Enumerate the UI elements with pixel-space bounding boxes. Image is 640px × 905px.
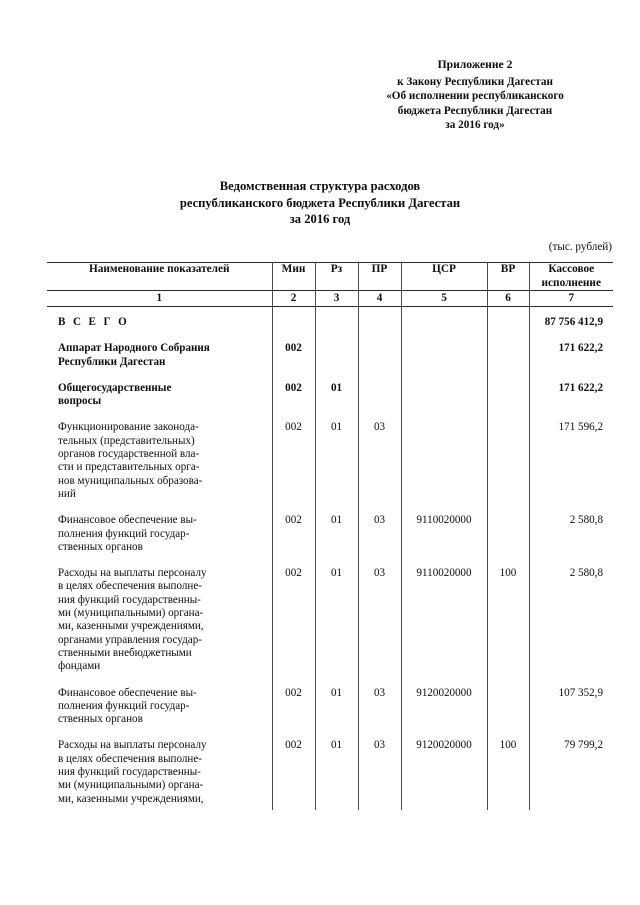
appendix-reference-block xyxy=(330,58,620,132)
cell-cash-execution: 2 580,8 xyxy=(529,505,613,558)
column-header-cash-line-1: Кассовое xyxy=(548,263,595,275)
table-row xyxy=(47,333,613,373)
indicator-name-line: ния функций государственны- xyxy=(58,593,201,606)
cell-indicator-name xyxy=(47,678,272,731)
cell-cash-execution: 87 756 412,9 xyxy=(529,307,613,334)
cell-pr xyxy=(358,333,401,373)
page-title xyxy=(60,178,580,228)
cell-pr: 03 xyxy=(358,558,401,677)
cell-pr xyxy=(358,307,401,334)
indicator-name-line: в целях обеспечения выполне- xyxy=(58,752,202,765)
indicator-name-line: органов государственной вла- xyxy=(58,448,200,461)
column-number-row xyxy=(47,291,613,307)
cell-rz xyxy=(315,333,358,373)
page-title-line-3: за 2016 год xyxy=(289,212,351,226)
column-header-pr: ПР xyxy=(358,263,401,291)
indicator-name-line: Аппарат Народного Собрания xyxy=(58,342,210,355)
cell-vr xyxy=(487,505,529,558)
cell-csr: 9120020000 xyxy=(401,730,487,809)
cell-min: 002 xyxy=(272,558,315,677)
cell-pr: 03 xyxy=(358,730,401,809)
table-row xyxy=(47,505,613,558)
column-header-name: Наименование показателей xyxy=(47,263,272,291)
cell-pr: 03 xyxy=(358,678,401,731)
cell-rz: 01 xyxy=(315,505,358,558)
column-number-3: 3 xyxy=(315,291,358,307)
cell-min xyxy=(272,307,315,334)
cell-rz: 01 xyxy=(315,678,358,731)
cell-min: 002 xyxy=(272,730,315,809)
table-row xyxy=(47,558,613,677)
cell-indicator-name xyxy=(47,505,272,558)
cell-rz: 01 xyxy=(315,412,358,505)
indicator-name-line: вопросы xyxy=(58,395,102,408)
cell-rz: 01 xyxy=(315,373,358,413)
cell-min: 002 xyxy=(272,412,315,505)
indicator-name-line: ми (муниципальными) органа- xyxy=(58,607,204,620)
appendix-law-line-2: «Об исполнении республиканского xyxy=(386,90,564,103)
indicator-name-line: в целях обеспечения выполне- xyxy=(58,580,202,593)
cell-pr: 03 xyxy=(358,412,401,505)
indicator-name-line: Финансовое обеспечение вы- xyxy=(58,686,197,699)
cell-csr: 9110020000 xyxy=(401,558,487,677)
indicator-name-line: Расходы на выплаты персоналу xyxy=(58,739,207,752)
table-row xyxy=(47,730,613,809)
indicator-name-line: В С Е Г О xyxy=(58,316,130,328)
cell-cash-execution: 171 622,2 xyxy=(529,333,613,373)
column-header-cash-line-2: исполнение xyxy=(541,276,601,289)
page-title-line-2: республиканского бюджета Республики Дагестан xyxy=(179,195,461,210)
table-body xyxy=(47,307,613,810)
cell-min: 002 xyxy=(272,373,315,413)
cell-indicator-name xyxy=(47,730,272,809)
indicator-name-line: ственных органов xyxy=(58,713,143,726)
cell-cash-execution: 107 352,9 xyxy=(529,678,613,731)
cell-rz xyxy=(315,307,358,334)
cell-csr xyxy=(401,412,487,505)
cell-cash-execution: 2 580,8 xyxy=(529,558,613,677)
indicator-name-line: Республики Дагестан xyxy=(58,355,166,368)
column-header-rz: Рз xyxy=(315,263,358,291)
table-row xyxy=(47,373,613,413)
cell-vr xyxy=(487,678,529,731)
cell-rz: 01 xyxy=(315,558,358,677)
cell-indicator-name xyxy=(47,373,272,413)
indicator-name-line: фондами xyxy=(58,660,101,673)
indicator-name-line: ний xyxy=(58,487,76,500)
indicator-name-line: ственных органов xyxy=(58,540,143,553)
indicator-name-line: сти и представительных орга- xyxy=(58,461,200,474)
indicator-name-line: ственными внебюджетными xyxy=(58,646,192,659)
cell-vr xyxy=(487,307,529,334)
column-number-5: 5 xyxy=(401,291,487,307)
indicator-name-line: ми, казенными учреждениями, xyxy=(58,792,204,805)
column-number-1: 1 xyxy=(47,291,272,307)
table-header xyxy=(47,263,613,307)
table-row xyxy=(47,307,613,334)
page-title-line-1: Ведомственная структура расходов xyxy=(219,179,421,193)
cell-min: 002 xyxy=(272,678,315,731)
column-number-6: 6 xyxy=(487,291,529,307)
cell-csr xyxy=(401,373,487,413)
indicator-name-line: полнения функций государ- xyxy=(58,699,190,712)
indicator-name-line: Финансовое обеспечение вы- xyxy=(58,514,197,527)
appendix-law-line-3: бюджета Республики Дагестан xyxy=(397,104,553,117)
column-header-vr: ВР xyxy=(487,263,529,291)
indicator-name-line: ми (муниципальными) органа- xyxy=(58,779,204,792)
cell-vr: 100 xyxy=(487,558,529,677)
budget-table xyxy=(47,262,613,810)
column-number-4: 4 xyxy=(358,291,401,307)
units-note: (тыс. рублей) xyxy=(548,241,612,253)
budget-table-container xyxy=(47,262,613,810)
cell-min: 002 xyxy=(272,505,315,558)
cell-rz: 01 xyxy=(315,730,358,809)
indicator-name-line: ния функций государственны- xyxy=(58,766,201,779)
cell-vr xyxy=(487,333,529,373)
indicator-name-line: нов муниципальных образова- xyxy=(58,474,203,487)
cell-indicator-name xyxy=(47,558,272,677)
indicator-name-line: тельных (представительных) xyxy=(58,434,195,447)
cell-vr xyxy=(487,412,529,505)
cell-csr: 9110020000 xyxy=(401,505,487,558)
cell-vr xyxy=(487,373,529,413)
appendix-law-line-4: за 2016 год» xyxy=(445,118,505,131)
indicator-name-line: органами управления государ- xyxy=(58,633,202,646)
table-row xyxy=(47,412,613,505)
cell-indicator-name xyxy=(47,412,272,505)
table-row xyxy=(47,678,613,731)
indicator-name-line: Расходы на выплаты персоналу xyxy=(58,567,207,580)
cell-min: 002 xyxy=(272,333,315,373)
cell-cash-execution: 171 596,2 xyxy=(529,412,613,505)
indicator-name-line: Функционирование законода- xyxy=(58,421,199,434)
column-number-2: 2 xyxy=(272,291,315,307)
cell-csr: 9120020000 xyxy=(401,678,487,731)
indicator-name-line: ми, казенными учреждениями, xyxy=(58,620,204,633)
cell-indicator-name xyxy=(47,307,272,334)
cell-vr: 100 xyxy=(487,730,529,809)
indicator-name-line: полнения функций государ- xyxy=(58,527,190,540)
cell-csr xyxy=(401,333,487,373)
cell-pr xyxy=(358,373,401,413)
appendix-law-line-1: к Закону Республики Дагестан xyxy=(397,76,553,89)
table-header-row xyxy=(47,263,613,291)
cell-cash-execution: 171 622,2 xyxy=(529,373,613,413)
cell-indicator-name xyxy=(47,333,272,373)
column-header-cash xyxy=(529,263,613,291)
indicator-name-line: Общегосударственные xyxy=(58,381,172,394)
column-header-csr: ЦСР xyxy=(401,263,487,291)
column-header-min: Мин xyxy=(272,263,315,291)
cell-pr: 03 xyxy=(358,505,401,558)
cell-cash-execution: 79 799,2 xyxy=(529,730,613,809)
column-number-7: 7 xyxy=(529,291,613,307)
appendix-number: Приложение 2 xyxy=(437,58,513,71)
cell-csr xyxy=(401,307,487,334)
